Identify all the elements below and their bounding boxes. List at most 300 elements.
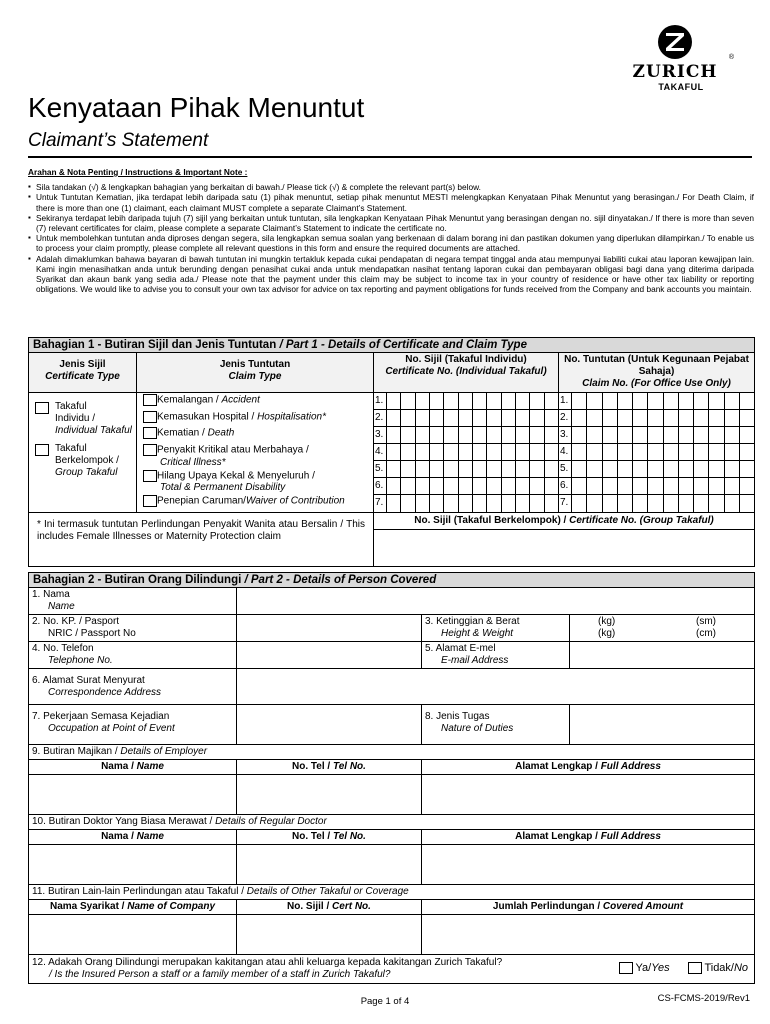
name-input[interactable] [237,588,755,615]
digit-box[interactable] [544,393,558,409]
number-row [374,478,558,495]
zurich-z-icon [657,24,693,60]
digit-box[interactable] [515,461,529,477]
yes-checkbox[interactable] [619,962,633,974]
cert-no-header [374,353,559,393]
claim-option-waiver[interactable] [143,495,373,508]
email-label: 5. Alamat E-mel [425,643,496,654]
digit-box[interactable] [708,410,723,426]
digit-box[interactable] [515,444,529,460]
digit-box[interactable] [400,461,414,477]
claim-option-hospital[interactable] [143,411,373,424]
digit-box[interactable] [632,478,647,494]
number-row [559,444,754,461]
digit-box[interactable] [571,478,586,494]
digit-box[interactable] [472,478,486,494]
cert-no-grid [374,393,559,513]
covered-header [422,900,755,915]
form-code: CS-FCMS-2019/Rev1 [657,993,750,1004]
registered-mark: ® [728,54,734,61]
digit-box[interactable] [693,478,708,494]
col-tel: No. Tel / [292,831,333,842]
individual-label-1: Takaful [55,401,87,412]
doctor-label-en: Details of Regular Doctor [215,816,327,827]
digit-box[interactable] [739,410,754,426]
claim-label: Hilang Upaya Kekal & Menyeluruh / [157,470,315,482]
digit-box[interactable] [693,444,708,460]
doctor-addr-header [422,830,755,845]
digit-box[interactable] [647,427,662,443]
digit-box[interactable] [724,410,739,426]
digit-box[interactable] [647,495,662,512]
digit-box[interactable] [472,461,486,477]
col-name-en: Name [136,831,164,842]
instructions-heading: Arahan & Nota Penting / Instructions & Important Note : [28,167,248,177]
digit-box[interactable] [415,495,429,512]
digit-box[interactable] [400,495,414,512]
claim-type-header [137,353,374,393]
digit-box[interactable] [458,427,472,443]
email-label-cell [422,642,570,669]
claim-no-grid [559,393,755,513]
digit-box[interactable] [544,444,558,460]
number-row [559,495,754,512]
claim-label: Kemasukan Hospital / [157,411,258,423]
col-tel: No. Tel / [292,761,333,772]
digit-box[interactable] [400,410,414,426]
digit-box[interactable] [415,427,429,443]
part1-heading [29,338,755,353]
digit-box[interactable] [678,427,693,443]
company-input[interactable] [29,915,237,955]
claim-label-en: Hospitalisation* [257,411,326,423]
digit-box[interactable] [486,461,500,477]
cert-no-label-en: Certificate No. (Individual Takaful) [385,366,547,377]
col-tel-en: Tel No. [332,831,366,842]
cert-option-individual[interactable] [35,401,134,437]
digit-box[interactable] [472,410,486,426]
digit-box[interactable] [678,444,693,460]
group-cert-label [374,513,754,530]
claim-no-label-en: Claim No. (For Office Use Only) [582,378,731,389]
digit-box[interactable] [571,461,586,477]
claim-no-header [559,353,755,393]
digit-box[interactable] [602,410,617,426]
digit-box[interactable] [678,393,693,409]
height-weight-input[interactable] [570,615,755,642]
digit-box[interactable] [724,461,739,477]
col-certno-en: Cert No. [332,901,371,912]
digit-box[interactable] [663,495,678,512]
col-company: Nama Syarikat / [49,901,128,912]
employer-name-header [29,760,237,775]
claim-option-critical[interactable] [143,444,373,469]
name-label-cell [29,588,237,615]
digit-box[interactable] [544,461,558,477]
occupation-label: 7. Pekerjaan Semasa Kejadian [32,711,170,722]
digit-box[interactable] [429,393,443,409]
claim-type-label-en: Claim Type [228,371,282,382]
certno-input[interactable] [237,915,422,955]
digit-box[interactable] [472,393,486,409]
digit-box[interactable] [739,444,754,460]
part1-heading-ms: Bahagian 1 - Butiran Sijil dan Jenis Tuntutan [33,339,277,351]
number-row [374,444,558,461]
occupation-input[interactable] [237,705,422,745]
digit-box[interactable] [632,495,647,512]
occupation-label-cell [29,705,237,745]
digit-box[interactable] [617,478,632,494]
digit-box[interactable] [415,410,429,426]
digit-box[interactable] [632,444,647,460]
claim-label-en: Total & Permanent Disability [160,482,286,494]
digit-box[interactable] [586,393,601,409]
col-addr: Alamat Lengkap / [515,831,601,842]
digit-box[interactable] [443,410,457,426]
digit-box[interactable] [486,444,500,460]
logo-sub: TAKAFUL [658,82,704,92]
individual-label-en: Individual Takaful [55,425,132,436]
digit-box[interactable] [486,393,500,409]
nric-input[interactable] [237,615,422,642]
digit-box[interactable] [617,444,632,460]
digit-box[interactable] [429,427,443,443]
col-tel-en: Tel No. [332,761,366,772]
claim-option-tpd[interactable] [143,470,373,495]
yes-option[interactable] [619,962,670,974]
digit-box[interactable] [458,495,472,512]
digit-box[interactable] [458,444,472,460]
cert-option-group[interactable] [35,443,134,479]
duties-input[interactable] [570,705,755,745]
maternity-footnote: * Ini termasuk tuntutan Perlindungan Penyakit Wanita atau Bersalin / This includes Female Illnesses or Maternity Protection claim [37,519,365,542]
digit-box[interactable] [386,495,400,512]
col-certno: No. Sijil / [287,901,333,912]
staff-question: 12. Adakah Orang Dilindungi merupakan kakitangan atau ahli keluarga kepada kakitangan Zurich Takaful? [32,957,503,968]
digit-box[interactable] [724,444,739,460]
digit-box[interactable] [443,393,457,409]
instruction-item: ▪ Adalah dimaklumkan bahawa bayaran di bawah tuntutan ini mungkin tertakluk kepada cukai pendapatan di negara tempat tinggal anda atau mempunyai liabiliti cukai atau laporan kewajipan lain. Kami ingin menasihatkan anda untuk berunding dengan penasihat cukai anda untuk mendapatkan nasihat tentang laporan cukai dan pembayaran obligasi bagi dana yang diterima daripada Syarikat dan akaun bank yang sedia ada./ Please note that the payment under this claim may be subject to income tax in your country of residence or have other tax liability or reporting obligations. We would like to advise you to consult your own tax advisor for advice on tax reporting and payment obligations for funds received from the Company and bank accounts you maintain. [28,254,754,295]
digit-box[interactable] [429,495,443,512]
digit-box[interactable] [443,444,457,460]
digit-box[interactable] [602,478,617,494]
address-input[interactable] [237,669,755,705]
digit-box[interactable] [602,495,617,512]
employer-addr-header [422,760,755,775]
digit-box[interactable] [472,427,486,443]
certno-header [237,900,422,915]
digit-box[interactable] [617,427,632,443]
digit-box[interactable] [617,393,632,409]
digit-box[interactable] [739,427,754,443]
digit-box[interactable] [586,427,601,443]
claim-checkbox[interactable] [143,394,157,406]
phone-input[interactable] [237,642,422,669]
claim-label: Kematian / [157,427,208,439]
email-input[interactable] [570,642,755,669]
unit-sm: (sm) [696,616,716,627]
cert-type-label: Jenis Sijil [59,359,106,370]
cert-no-label: No. Sijil (Takaful Individu) [405,354,527,365]
digit-box[interactable] [693,393,708,409]
digit-box[interactable] [678,478,693,494]
other-coverage-label-en: Details of Other Takaful or Coverage [246,886,409,897]
digit-box[interactable] [458,393,472,409]
cert-no-rows [374,393,558,512]
digit-box[interactable] [472,495,486,512]
col-name-en: Name [136,761,164,772]
employer-name-input[interactable] [29,775,237,815]
digit-box[interactable] [529,495,543,512]
number-row [374,427,558,444]
part2-heading-ms: Bahagian 2 - Butiran Orang Dilindungi [33,574,242,586]
digit-box[interactable] [486,495,500,512]
digit-box[interactable] [529,444,543,460]
group-label-2: Berkelompok / [55,455,119,466]
cert-type-label-en: Certificate Type [45,371,120,382]
digit-box[interactable] [739,478,754,494]
digit-box[interactable] [678,461,693,477]
digit-box[interactable] [501,478,515,494]
claim-option-death[interactable] [143,427,373,440]
digit-box[interactable] [501,444,515,460]
digit-box[interactable] [647,461,662,477]
doctor-addr-input[interactable] [422,845,755,885]
zurich-logo [620,24,734,96]
digit-box[interactable] [443,478,457,494]
claim-checkbox[interactable] [143,470,157,482]
digit-box[interactable] [386,410,400,426]
digit-box[interactable] [693,427,708,443]
digit-box[interactable] [515,393,529,409]
digit-box[interactable] [501,495,515,512]
digit-box[interactable] [708,393,723,409]
employer-tel-header [237,760,422,775]
digit-box[interactable] [415,444,429,460]
nric-label-en: NRIC / Passport No [48,628,136,639]
digit-box[interactable] [501,393,515,409]
doctor-name-input[interactable] [29,845,237,885]
number-row [374,495,558,512]
digit-box[interactable] [486,478,500,494]
height-label-cell [422,615,570,642]
digit-box[interactable] [571,393,586,409]
digit-box[interactable] [708,461,723,477]
digit-box[interactable] [400,393,414,409]
claim-option-accident[interactable] [143,394,373,407]
digit-box[interactable] [632,393,647,409]
row-number: 6. [560,480,569,491]
digit-box[interactable] [544,427,558,443]
digit-box[interactable] [529,393,543,409]
digit-box[interactable] [386,461,400,477]
digit-box[interactable] [544,478,558,494]
digit-box[interactable] [544,410,558,426]
occupation-label-en: Occupation at Point of Event [48,723,175,734]
digit-box[interactable] [708,495,723,512]
digit-box[interactable] [544,495,558,512]
number-row [374,410,558,427]
digit-box[interactable] [663,461,678,477]
digit-box[interactable] [429,444,443,460]
digit-box[interactable] [708,427,723,443]
digit-box[interactable] [529,427,543,443]
group-cert-input[interactable] [374,530,754,566]
part1-table [28,337,755,567]
claim-checkbox[interactable] [143,444,157,456]
digit-box[interactable] [571,444,586,460]
digit-box[interactable] [663,427,678,443]
digit-box[interactable] [501,427,515,443]
digit-box[interactable] [515,427,529,443]
covered-input[interactable] [422,915,755,955]
no-checkbox[interactable] [688,962,702,974]
digit-box[interactable] [586,461,601,477]
digit-box[interactable] [617,495,632,512]
digit-box[interactable] [386,478,400,494]
digit-box[interactable] [602,393,617,409]
digit-box[interactable] [739,461,754,477]
doctor-label: 10. Butiran Doktor Yang Biasa Merawat / [32,816,216,827]
page-subtitle: Claimant’s Statement [28,130,209,151]
digit-box[interactable] [739,495,754,512]
digit-box[interactable] [602,461,617,477]
individual-checkbox[interactable] [35,402,49,414]
digit-box[interactable] [586,444,601,460]
digit-box[interactable] [400,478,414,494]
digit-box[interactable] [486,410,500,426]
digit-box[interactable] [415,478,429,494]
col-name: Nama / [101,761,137,772]
col-addr: Alamat Lengkap / [515,761,601,772]
digit-box[interactable] [472,444,486,460]
group-cert-cell [374,513,755,567]
employer-label: 9. Butiran Majikan / [32,746,121,757]
instruction-item: ▪ Sila tandakan (√) & lengkapkan bahagian yang berkaitan di bawah./ Please tick (√) & complete the relevant part(s) below. [28,182,754,192]
digit-box[interactable] [415,461,429,477]
digit-box[interactable] [529,461,543,477]
digit-box[interactable] [571,495,586,512]
digit-box[interactable] [571,410,586,426]
digit-box[interactable] [386,444,400,460]
digit-box[interactable] [458,461,472,477]
digit-box[interactable] [458,410,472,426]
digit-box[interactable] [586,495,601,512]
claim-checkbox[interactable] [143,427,157,439]
digit-box[interactable] [724,495,739,512]
digit-box[interactable] [647,478,662,494]
claim-type-cell [137,393,374,513]
digit-box[interactable] [586,410,601,426]
employer-addr-input[interactable] [422,775,755,815]
digit-box[interactable] [515,410,529,426]
claim-checkbox[interactable] [143,411,157,423]
claim-label: Penyakit Kritikal atau Merbahaya / [157,444,309,456]
digit-box[interactable] [647,410,662,426]
digit-box[interactable] [678,495,693,512]
digit-box[interactable] [739,393,754,409]
row-number: 4. [560,446,569,457]
digit-box[interactable] [724,427,739,443]
digit-box[interactable] [602,427,617,443]
digit-box[interactable] [443,461,457,477]
digit-box[interactable] [501,410,515,426]
doctor-heading [29,815,755,830]
digit-box[interactable] [617,410,632,426]
digit-box[interactable] [443,427,457,443]
digit-box[interactable] [515,495,529,512]
digit-box[interactable] [693,461,708,477]
row-number: 7. [560,497,569,508]
digit-box[interactable] [724,393,739,409]
digit-box[interactable] [647,393,662,409]
digit-box[interactable] [443,495,457,512]
digit-box[interactable] [429,461,443,477]
employer-tel-input[interactable] [237,775,422,815]
duties-label-cell [422,705,570,745]
unit-kg: (kg) [598,628,616,639]
digit-box[interactable] [663,444,678,460]
digit-box[interactable] [708,478,723,494]
digit-box[interactable] [486,427,500,443]
email-label-en: E-mail Address [441,655,509,666]
digit-box[interactable] [400,444,414,460]
digit-box[interactable] [571,427,586,443]
digit-box[interactable] [632,410,647,426]
digit-box[interactable] [724,478,739,494]
digit-box[interactable] [386,393,400,409]
digit-box[interactable] [693,495,708,512]
digit-box[interactable] [415,393,429,409]
no-option[interactable] [688,962,748,974]
digit-box[interactable] [515,478,529,494]
number-row [374,393,558,410]
digit-box[interactable] [693,410,708,426]
digit-box[interactable] [501,461,515,477]
yes-label: Ya/ [635,962,652,974]
digit-box[interactable] [678,410,693,426]
instruction-item: ▪ Sekiranya terdapat lebih daripada tujuh (7) sijil yang berkaitan untuk tuntutan, sila lengkapkan Kenyataan Pihak Menuntut yang berasingan dengan no. sijil dinyatakan./ If there is more than seven (7) relevant certificates for claim, please complete a separate Claimant’s Statement to indicate the certificate no. [28,213,754,233]
row-number: 5. [375,463,384,474]
digit-box[interactable] [429,410,443,426]
digit-box[interactable] [708,444,723,460]
digit-box[interactable] [602,444,617,460]
digit-box[interactable] [632,461,647,477]
digit-box[interactable] [617,461,632,477]
digit-box[interactable] [647,444,662,460]
instructions-section [28,167,754,294]
digit-box[interactable] [663,478,678,494]
digit-box[interactable] [400,427,414,443]
digit-box[interactable] [529,410,543,426]
digit-box[interactable] [663,393,678,409]
digit-box[interactable] [586,478,601,494]
group-checkbox[interactable] [35,444,49,456]
digit-box[interactable] [663,410,678,426]
digit-box[interactable] [458,478,472,494]
digit-box[interactable] [529,478,543,494]
doctor-tel-input[interactable] [237,845,422,885]
unit-cm: (cm) [696,628,716,639]
digit-box[interactable] [429,478,443,494]
digit-box[interactable] [632,427,647,443]
address-label: 6. Alamat Surat Menyurat [32,675,145,686]
col-name: Nama / [101,831,137,842]
digit-box[interactable] [386,427,400,443]
claim-checkbox[interactable] [143,495,157,507]
col-covered: Jumlah Perlindungan / [492,901,603,912]
part2-heading-en: / Part 2 - Details of Person Covered [244,574,437,586]
